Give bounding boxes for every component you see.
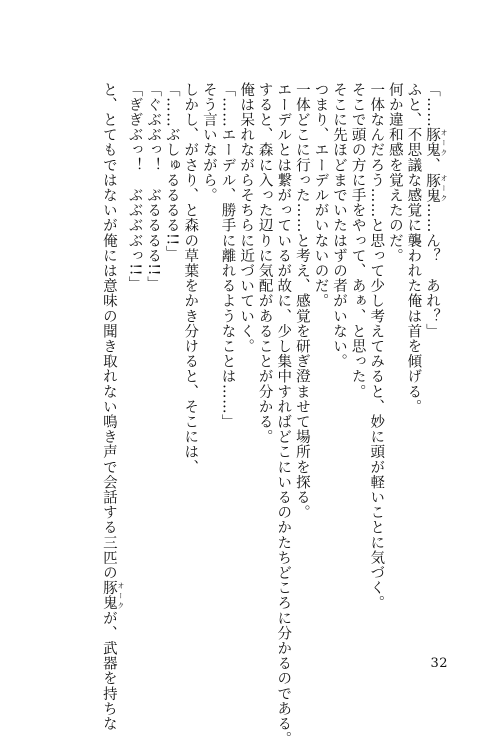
text-segment: すると、森に入った辺りに気配があることが分かる。 [256, 82, 273, 445]
ruby-reading: オーク [440, 172, 448, 203]
text-line [311, 82, 330, 642]
text-line [385, 82, 404, 642]
text-line [348, 82, 367, 642]
text-segment: 「……エーデル、勝手に離れるようなことは……」 [219, 82, 236, 430]
text-segment: そう言いながら。 [200, 82, 217, 203]
text-segment: そこに先ほどまでいたはずの者がいない。 [331, 82, 348, 369]
text-line [236, 82, 255, 642]
text-line [292, 82, 311, 642]
text-segment: しかし、がさり、と森の草葉をかき分けると、そこには、 [182, 82, 199, 475]
text-segment: ……ん？ あれ？」 [424, 202, 440, 339]
ruby-reading: オーク [440, 127, 448, 158]
text-line [255, 82, 274, 642]
text-line [99, 82, 125, 732]
text-segment: 、 [424, 157, 440, 173]
text-line [218, 82, 237, 642]
text-line [162, 82, 181, 642]
text-segment: 「……ぶしゅるるるる!!」 [163, 82, 180, 261]
text-line [181, 82, 200, 642]
text-line [125, 82, 144, 642]
text-segment: 「ぎぎぶっ！ ぶぶぶぶっ!!」 [126, 82, 143, 292]
ruby-word [424, 127, 448, 158]
text-line [367, 82, 386, 642]
ruby-word [424, 172, 448, 203]
ruby-word [100, 580, 125, 611]
text-segment: と、とてもではないが俺には意味の聞き取れない鳴き声で会話する三匹の [100, 82, 117, 581]
text-segment: つまり、エーデルがいないのだ。 [312, 82, 329, 309]
text-line [404, 82, 423, 642]
text-segment: 一体どこに行った……と考え、感覚を研ぎ澄ませて場所を探る。 [293, 82, 310, 520]
text-segment: エーデルとは繋がっているが故に、少し集中すればどこにいるのかたちどころに分かるのである。 [275, 82, 292, 746]
text-segment: ふと、不思議な感覚に襲われた俺は首を傾げる。 [405, 82, 422, 415]
ruby-reading: オーク [116, 580, 125, 611]
text-line [329, 82, 348, 642]
text-line [199, 82, 218, 642]
ruby-base: 豚鬼 [424, 127, 440, 158]
page-number: 32 [430, 656, 448, 671]
ruby-base: 豚鬼 [100, 580, 117, 611]
text-line [422, 82, 448, 642]
text-segment: 「…… [424, 82, 440, 128]
text-line [144, 82, 163, 642]
text-segment: 何か違和感を覚えたのだ。 [386, 82, 403, 264]
text-segment: が、武器を持ちな [100, 610, 117, 732]
text-segment: 「ぐぶぶっ！ ぶるるるる!!」 [145, 82, 162, 292]
text-segment: そこで頭の方に手をやって、あぁ、と思った。 [349, 82, 366, 400]
text-segment: 俺は呆れながらそちらに近づいていく。 [238, 82, 255, 354]
text-line [274, 82, 293, 746]
text-segment: 一体なんだろう……と思って少し考えてみると、妙に頭が軽いことに気づく。 [368, 82, 385, 611]
ruby-base: 豚鬼 [424, 172, 440, 203]
